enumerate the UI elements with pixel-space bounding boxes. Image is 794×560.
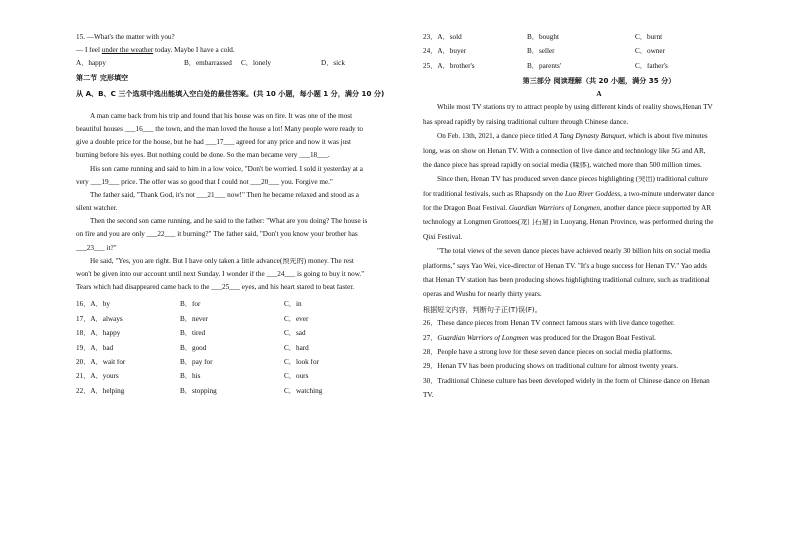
option-a: 23．A．sold [423, 34, 462, 41]
passage-line: The father said, "Thank God, it's not ___21___ now!" Then he became relaxed and stood as a [90, 191, 359, 199]
option-b: B．for [180, 301, 201, 309]
option-b: B．embarrassed [184, 60, 232, 68]
option-b: B．tired [180, 330, 206, 338]
statement-30: 30．Traditional Chinese culture has been developed widely in the form of Chinese dance on Henan [423, 377, 710, 385]
left-column [76, 34, 404, 402]
statement-30-continued: TV. [423, 392, 434, 400]
question-23-options [423, 34, 775, 48]
response-text: — I feel [76, 47, 102, 55]
passage-line: On Feb. 13th, 2021, a dance piece titled A Tang Dynasty Banquet, which is about five minutes [437, 133, 708, 141]
option-a: 19．A．bad [76, 344, 114, 352]
option-b: B．bought [527, 34, 559, 41]
passage-line: He said, "Yes, you are right. But I have only taken a little advance(预先的) money. The rest [90, 257, 354, 265]
question-15: 15. —What's the matter with you? [76, 34, 175, 41]
passage-letter: A [596, 91, 602, 99]
option-c: C．ours [284, 373, 309, 381]
passage-line: Since then, Henan TV has produced seven dance pieces highlighting (突出) traditional culture [437, 176, 708, 184]
option-c: C．in [284, 301, 302, 309]
statement-26: 26．These dance pieces from Henan TV connect famous stars with live dance together. [423, 320, 675, 328]
underlined-phrase: under the weather [101, 47, 154, 55]
question-15-response [76, 47, 404, 60]
passage-line: for the Dragon Boat Festival. Guardian Warriors of Longmen, another dance piece supported by AR [423, 205, 712, 213]
passage-line: Tears which had disappeared came back to the ___25___ eyes, and his heart stared to beat faster. [76, 284, 355, 292]
option-b: B．never [180, 315, 208, 323]
passage-line: that Henan TV station has been producing shows highlighting traditional culture, such as traditional [423, 277, 710, 285]
option-c: C．hard [284, 344, 309, 352]
passage-line: "The total views of the seven dance pieces have achieved nearly 30 billion hits on social media [437, 248, 711, 256]
option-a: 16．A．by [76, 301, 110, 309]
question-17-options [76, 316, 404, 330]
option-c: C．look for [284, 358, 319, 366]
question-19-options [76, 345, 404, 359]
question-16-options [76, 301, 404, 315]
statement-29: 29．Henan TV has been producing shows on traditional culture for almost twenty years. [423, 363, 679, 371]
option-a: 17．A．always [76, 315, 123, 323]
passage-line: has spread rapidly by raising traditional culture through Chinese dance. [423, 118, 629, 126]
option-c: C．ever [284, 315, 309, 323]
option-b: B．good [180, 344, 207, 352]
passage-line: ___23___ it?" [76, 244, 117, 252]
option-a: 24．A．buyer [423, 48, 467, 56]
option-c: C．lonely [241, 60, 271, 68]
question-22-options [76, 388, 404, 402]
passage-line: platforms," says Yao Wei, vice-director of Henan TV. "It's a huge success for Henan TV." Yao adds [423, 262, 707, 270]
question-18-options [76, 330, 404, 344]
passage-line: for traditional festivals, such as Rhapsody on the Luo River Goddess, a two-minute underwater dance [423, 190, 715, 198]
tf-instruction: 根据短文内容，判断句子正(T)误(F)。 [423, 305, 542, 314]
option-a: 21．A．yours [76, 373, 119, 381]
passage-line: operas and Wushu for nearly thirty years. [423, 291, 542, 299]
passage-line: very ___19___ price. The offer was so good that I could not ___20___ you. Forgive me." [76, 178, 333, 186]
question-24-options [423, 48, 775, 62]
option-b: B．parents' [527, 62, 562, 70]
statement-28: 28．People have a strong love for these seven dance pieces on social media platforms. [423, 349, 673, 356]
reading-passage [423, 104, 775, 305]
option-c: C．sad [284, 330, 306, 338]
option-b: B．seller [527, 48, 555, 56]
passage-line: beautiful houses ___16___ the town, and the man loved the house a lot! Many people were ready to [76, 125, 364, 133]
passage-line: His son came running and said to him in a low voice, "Don't be worried. I sold it yesterday at a [90, 165, 363, 173]
passage-line: technology at Longmen Grottoes(龙门石窟) in Luoyang, Henan Province, was performed during the [423, 219, 714, 227]
question-15-options [76, 60, 404, 73]
passage-line: silent watcher. [76, 205, 118, 213]
option-a: 25．A．brother's [423, 62, 475, 70]
passage-line: While most TV stations try to attract people by using different kinds of reality shows,Henan TV [437, 104, 713, 112]
option-c: C．father's [635, 62, 668, 70]
passage-line: Then the second son came running, and he said to the father: "What are you doing? The house is [90, 218, 368, 226]
option-d: D．sick [321, 60, 345, 68]
cloze-passage [76, 113, 404, 298]
option-a: A．happy [76, 60, 106, 68]
passage-line: won't be given into our account until next Sunday. I wonder if the ___24___ is going to buy it now." [76, 271, 365, 278]
statement-27: 27．Guardian Warriors of Longmen was produced for the Dragon Boat Festival. [423, 334, 656, 342]
option-c: C．owner [635, 48, 665, 56]
passage-line: the dance piece has spread rapidly on social media (媒体), watched more than 500 million times. [423, 161, 702, 169]
question-25-options [423, 63, 775, 77]
section-title: 第二节 完形填空 [76, 73, 129, 82]
passage-line: Qixi Festival. [423, 233, 463, 241]
option-a: 20．A．wait for [76, 358, 126, 366]
option-a: 22．A．helping [76, 387, 125, 395]
option-b: B．pay for [180, 358, 213, 366]
option-c: C．burnt [635, 34, 663, 41]
option-a: 18．A．happy [76, 330, 121, 338]
section-instruction: 从 A、B、C 三个选项中选出能填入空白处的最佳答案。(共 10 小题，每小题 1 分，满分 10 分) [76, 88, 385, 98]
option-c: C．watching [284, 387, 323, 395]
option-b: B．his [180, 373, 201, 381]
part-title: 第三部分 阅读理解（共 20 小题，满分 35 分） [522, 77, 676, 86]
passage-line: A man came back from his trip and found that his house was on fire. It was one of the most [90, 112, 353, 120]
passage-line: on fire and you are only ___22___ it burning?" The father said, "Don't you know your brother has [76, 231, 358, 239]
response-text: today. Maybe I have a cold. [153, 47, 235, 55]
passage-line: give a double price for the house, but he had ___17___ agreed for any price and now it was just [76, 139, 352, 147]
question-20-options [76, 359, 404, 373]
passage-line: burning before his eyes. But nothing could be done. So the man became very ___18___. [76, 152, 330, 160]
passage-line: long, was on show on Henan TV. With a connection of live dance and technology like 5G and AR, [423, 147, 706, 155]
question-21-options [76, 373, 404, 387]
right-column [423, 34, 775, 407]
cloze-options [76, 301, 404, 402]
option-b: B．stopping [180, 387, 217, 395]
